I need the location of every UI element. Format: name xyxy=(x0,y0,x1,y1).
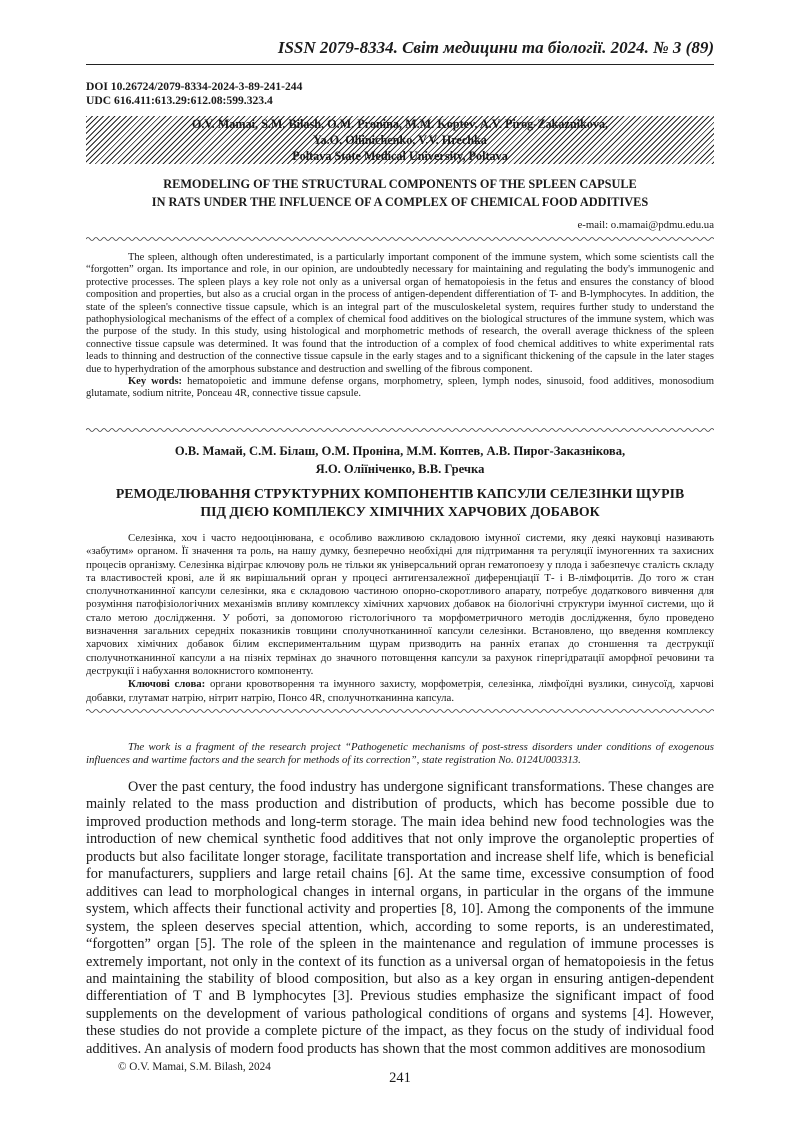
keywords-ua xyxy=(86,678,714,705)
body-paragraph: Over the past century, the food industry has undergone significant transformations. These changes are mainly related to the mass production and distribution of products, which has become possible due to improved production methods and long-term storage. The main idea behind new food technologies was the introduction of new chemical synthetic food additives that not only improve the organoleptic properties of products but also facilitate longer storage, facilitate transportation and increase shelf life, which is beneficial for manufacturers, suppliers and large retail chains [6]. At the same time, excessive consumption of food additives can lead to morphological changes in internal organs, in particular in the organs of the immune system, which affects their functional activity and properties [8, 10]. Among the components of the immune system, the spleen deserves special attention, which, according to some reports, is an underestimated, “forgotten” organ [5]. The role of the spleen in the maintenance and regulation of immune processes is extremely important, not only in the context of its function as a universal organ of hematopoiesis in the fetus and maintaining the stability of blood composition, but also as a key organ in ensuring antigen-dependent differentiation of T and B lymphocytes [3]. Previous studies emphasize the significant impact of food supplements on the development of various pathological conditions of organs and systems [4]. However, these studies do not provide a complete picture of the impact, as they focus on the study of individual food additives. An analysis of modern food products has shown that the most common additives are monosodium xyxy=(86,779,714,1057)
udc: UDC 616.411:613.29:612.08:599.323.4 xyxy=(86,94,273,107)
journal-header: ISSN 2079-8334. Світ медицини та біології. 2024. № 3 (89) xyxy=(277,38,714,57)
doi: DOI 10.26724/2079-8334-2024-3-89-241-244 xyxy=(86,80,303,93)
keywords-ua-text: органи кровотворення та імунного захисту, морфометрія, селезінка, лімфоїдні вузлики, синусоїд, харчові добавки, глутамат натрію, нітрит натрію, Понсо 4R, сполучнотканинна капсула. xyxy=(86,678,714,704)
wave-divider xyxy=(86,236,714,242)
abstract-ua xyxy=(86,532,714,705)
keywords-en xyxy=(86,376,714,401)
contact-email: e-mail: o.mamai@pdmu.edu.ua xyxy=(577,219,714,231)
wave-divider xyxy=(86,427,714,433)
authors-block-ua xyxy=(86,442,714,478)
header-rule xyxy=(86,64,714,65)
title-line-2: IN RATS UNDER THE INFLUENCE OF A COMPLEX OF CHEMICAL FOOD ADDITIVES xyxy=(151,195,649,209)
keywords-ua-label: Ключові слова: xyxy=(128,678,206,691)
copyright: © O.V. Mamai, S.M. Bilash, 2024 xyxy=(118,1061,271,1073)
authors-ua-line-2: Я.О. Оліїніченко, В.В. Гречка xyxy=(315,462,485,476)
page-number: 241 xyxy=(389,1070,411,1086)
title-ua-line-1: РЕМОДЕЛЮВАННЯ СТРУКТУРНИХ КОМПОНЕНТІВ КАПСУЛИ СЕЛЕЗІНКИ ЩУРІВ xyxy=(115,486,685,501)
keywords-text: hematopoietic and immune defense organs, morphometry, spleen, lymph nodes, sinusoid, food additives, monosodium glutamate, sodium nitrite, Ponceau 4R, connective tissue capsule. xyxy=(86,376,714,400)
keywords-label: Key words: xyxy=(128,376,183,388)
title-ua-line-2: ПІД ДІЄЮ КОМПЛЕКСУ ХІМІЧНИХ ХАРЧОВИХ ДОБАВОК xyxy=(200,504,600,519)
project-note: The work is a fragment of the research project “Pathogenetic mechanisms of post-stress disorders under conditions of exogenous influences and wartime factors and the search for methods of its correction”, state registration No. 0124U003313. xyxy=(86,741,714,767)
affiliation: Poltava State Medical University, Poltava xyxy=(292,149,508,163)
abstract-ua-text: Селезінка, хоч і часто недооцінювана, є особливо важливою складовою імунної системи, яку деякі науковці називають «забутим» органом. Її значення та роль, на нашу думку, безперечно необхідні для підтримання та регуляції імуногенних та захисних процесів організму. Селезінка відіграє ключову роль не тільки як універсальний орган гематопоезу у плода і забезпечує сталість складу та властивостей крові, але й як вирішальний орган у процесі антигензалежної диференціації Т- і В-лімфоцитів. До того ж стан сполучнотканинної капсули селезінки, яка є складовою частиною опорно-скоротливого апарату, потребує додаткового вивчення для розуміння патофізіологічних механізмів впливу комплексу хімічних харчових добавок на біологічні структури імунної системи, що й стало метою дослідження. У роботі, за допомогою гістологічного та морфометричного методів дослідження, було проведено визначення загальних середніх показників товщини сполучнотканинної капсули селезінки. Встановлено, що введення комплексу харчових хімічних добавок білим експериментальним щурам призводить на ранніх етапах до стоншення та деструкції сполучнотканинної капсули а на пізніх термінах до значного потовщення капсули за рахунок гіпергідратації аморфної речовини та деструкції і набухання волокнистого компоненту. xyxy=(86,532,714,677)
wave-divider xyxy=(86,708,714,714)
article-title-en xyxy=(86,175,714,211)
abstract-en xyxy=(86,252,714,401)
authors-line-1: O.V. Mamai, S.M. Bilash, O.M. Pronina, M.M. Koptev, A.V. Pirog-Zakaznikova, xyxy=(191,117,609,131)
title-line-1: REMODELING OF THE STRUCTURAL COMPONENTS OF THE SPLEEN CAPSULE xyxy=(163,177,637,191)
authors-line-2: Ya.O. Oliinichenko, V.V. Hrechka xyxy=(313,133,487,147)
identifiers xyxy=(86,80,302,108)
authors-block-en xyxy=(86,116,714,164)
article-title-ua xyxy=(86,485,714,521)
abstract-en-text: The spleen, although often underestimated, is a particularly important component of the immune system, which some scientists call the “forgotten” organ. Its importance and role, in our opinion, are undoubtedly necessary for maintaining and regulating the body's immunogenic and protective processes. The spleen plays a key role not only as a universal organ of hematopoiesis in the fetus and ensures the constancy of blood composition and properties, but also as a crucial organ in the process of antigen-dependent differentiation of T- and B-lymphocytes. In addition, the state of the spleen's connective tissue capsule, which is an integral part of the musculoskeletal system, requires further study to understand the pathophysiological mechanisms of the effect of a complex of chemical food additives on the biological structures of the immune system, which was the purpose of the study. In this study, using histological and morphometric methods of research, the overall average thickness of the spleen connective tissue capsule was determined. It was found that the introduction of a complex of food chemical additives to white experimental rats leads to thinning and destruction of the connective tissue capsule in the early stages and to a significant thickening of the capsule in the later stages due to hyperhydration of the amorphous substance and destruction and swelling of the fibrous component. xyxy=(86,252,714,375)
authors-ua-line-1: О.В. Мамай, С.М. Білаш, О.М. Проніна, М.М. Коптев, А.В. Пирог-Заказнікова, xyxy=(174,444,626,458)
